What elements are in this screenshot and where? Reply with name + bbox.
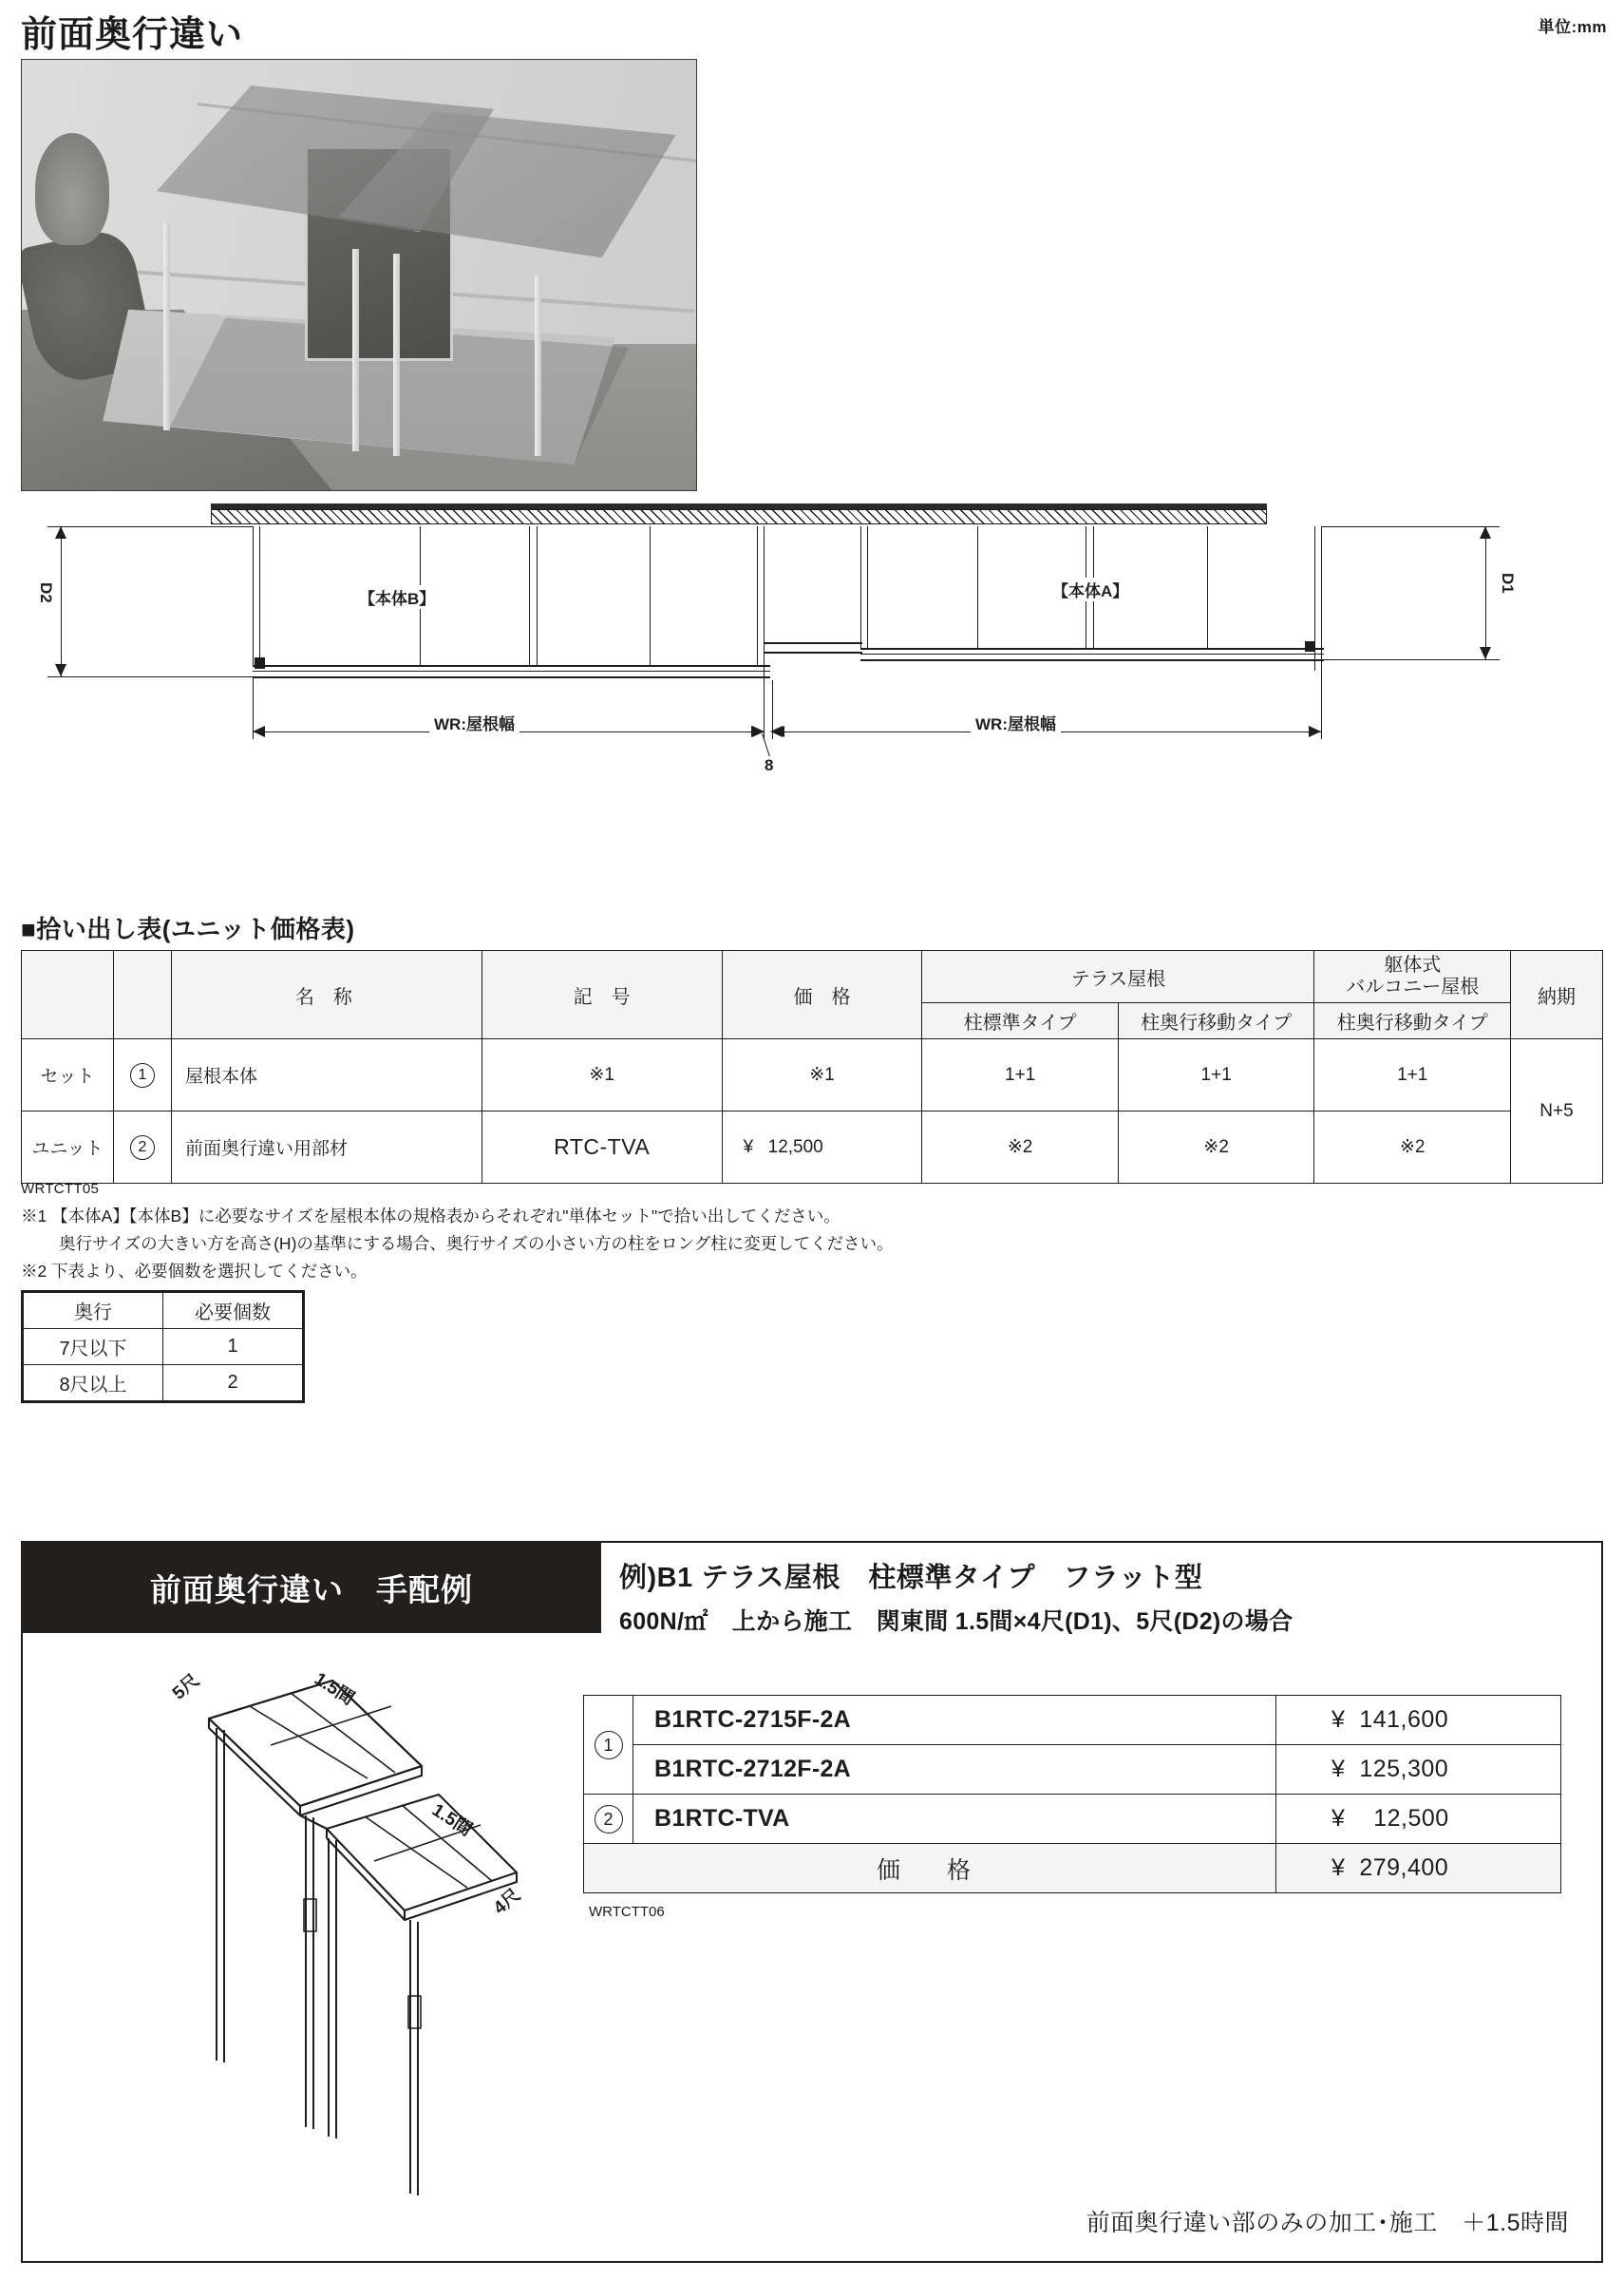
note-1-continued: 奥行サイズの大きい方を高さ(H)の基準にする場合、奥行サイズの小さい方の柱をロング柱に変更してください。 [59,1234,894,1253]
example-title-line2: 600N/㎡ 上から施工 関東間 1.5間×4尺(D1)、5尺(D2)の場合 [619,1608,1294,1635]
header-price: 価 格 [722,951,922,1039]
d2-ext-top [47,526,253,527]
body-a-left-edge-2 [867,526,868,648]
body-b-rafter-3 [537,526,538,665]
body-b-front-beam-bottom [253,676,770,678]
product-photo [21,59,697,491]
pickup-table-code: WRTCTT05 [21,1181,100,1197]
row2-price-value: 12,500 [767,1136,823,1157]
dimension-d2: D2 [36,578,55,608]
body-a-label: 【本体A】 [1048,578,1132,601]
row2-terrace-move: ※2 [1118,1112,1314,1184]
example-row-index-2 [584,1795,633,1844]
row1-name: 屋根本体 [172,1039,482,1112]
quantity-row2-depth: 8尺以上 [23,1365,163,1402]
example-footnote: 前面奥行違い部のみの加工･施工 ＋1.5時間 [1086,2210,1569,2236]
photo-post-3 [393,254,400,456]
row1-terrace-standard: 1+1 [922,1039,1119,1112]
table-row [22,1039,1603,1112]
connector-bottom [764,652,862,654]
example-row1-value: 141,600 [1359,1706,1449,1733]
row2-index-circle: 2 [130,1135,155,1160]
table-row [22,1112,1603,1184]
row1-terrace-move: 1+1 [1118,1039,1314,1112]
page-title: 前面奥行違い [21,15,244,55]
table-row [23,1365,304,1402]
row1-symbol: ※1 [482,1039,722,1112]
d1-arrow-top [1480,526,1491,539]
header-frame-balcony-line1: 躯体式 [1384,955,1442,976]
example-panel [21,1541,1603,2263]
pickup-table-heading: ■拾い出し表(ユニット価格表) [21,915,355,943]
header-terrace-roof: テラス屋根 [922,951,1314,1003]
row2-price [722,1112,922,1184]
row2-name: 前面奥行違い用部材 [172,1112,482,1184]
pickup-table [21,950,1603,1184]
header-sub-move-balcony: 柱奥行移動タイプ [1314,1003,1511,1039]
pickup-header-row-1 [22,951,1603,1003]
example-price-table [583,1695,1561,1893]
body-a-front-beam-bottom [860,659,1324,661]
d1-dim-line [1485,526,1486,659]
example-row3-price [1276,1795,1561,1844]
row2-symbol: RTC-TVA [482,1112,722,1184]
example-row1-currency: ¥ [1331,1706,1346,1733]
header-name: 名 称 [172,951,482,1039]
example-row1-code: B1RTC-2715F-2A [633,1696,1276,1745]
table-row [584,1745,1561,1795]
row1-index [113,1039,171,1112]
body-b-right-edge-2 [764,526,765,682]
iso-label-span-right: 1.5間 [427,1800,476,1841]
row2-index [113,1112,171,1184]
quantity-row2-count: 2 [163,1365,304,1402]
body-b-rafter-4 [650,526,651,665]
photo-post-1 [163,223,170,429]
body-a-right-post [1305,641,1315,652]
d1-ext-bottom [1321,659,1500,660]
header-lead-time: 納期 [1510,951,1602,1039]
example-row-index-2-circle: 2 [595,1805,623,1834]
photo-post-4 [535,276,541,456]
body-a-front-beam-top [860,648,1324,650]
lead-time-value: N+5 [1510,1039,1602,1184]
row2-balcony-move: ※2 [1314,1112,1511,1184]
dimension-wr-left: WR:屋根幅 [429,711,519,734]
example-table-code: WRTCTT06 [589,1904,665,1920]
header-frame-balcony-roof [1314,951,1511,1003]
quantity-header-depth: 奥行 [23,1292,163,1329]
unit-note: 単位:mm [1538,18,1607,36]
example-total-currency: ¥ [1331,1854,1346,1881]
dimension-wr-right: WR:屋根幅 [971,711,1061,734]
example-row-index-1 [584,1696,633,1795]
body-b-left-post [255,657,265,669]
row1-price: ※1 [722,1039,922,1112]
gap-leader-line [762,733,770,757]
gap-arrow-right [770,726,783,737]
example-row2-currency: ¥ [1331,1756,1346,1782]
table-row [23,1329,304,1365]
note-2: ※2 下表より、必要個数を選択してください。 [21,1262,368,1281]
example-row3-currency: ¥ [1331,1805,1346,1832]
body-a-front-beam-inner [860,654,1324,655]
dimension-gap: 8 [760,756,778,775]
note-1: ※1 【本体A】【本体B】に必要なサイズを屋根本体の規格表からそれぞれ"単体セット"で拾い出してください。 [21,1206,840,1226]
photo-post-2 [352,249,359,451]
quantity-header-count: 必要個数 [163,1292,304,1329]
quantity-header-row [23,1292,304,1329]
d1-ext-top [1321,526,1500,527]
example-banner [22,1542,601,1633]
row1-balcony-move: 1+1 [1314,1039,1511,1112]
example-row3-code: B1RTC-TVA [633,1795,1276,1844]
body-b-left-edge-2 [259,526,260,665]
d2-arrow-bottom [55,664,66,676]
quantity-table [21,1290,305,1403]
body-b-front-beam-top [253,665,770,667]
connector-top [764,642,862,644]
header-sub-move-terrace: 柱奥行移動タイプ [1118,1003,1314,1039]
quantity-row1-count: 1 [163,1329,304,1365]
example-total-value: 279,400 [1359,1854,1449,1881]
example-row-index-1-circle: 1 [595,1731,623,1759]
header-frame-balcony-line2: バルコニー屋根 [1346,977,1480,998]
iso-label-span-left: 1.5間 [310,1669,358,1710]
example-total-price [1276,1844,1561,1893]
row1-index-circle: 1 [130,1063,155,1088]
body-b-left-edge [253,526,254,665]
row2-price-currency: ¥ [743,1136,754,1157]
body-a-rafter-1 [977,526,978,648]
example-row3-value: 12,500 [1373,1805,1449,1832]
example-total-label: 価 格 [584,1844,1276,1893]
example-title [619,1556,1293,1637]
body-a-left-edge [860,526,861,648]
d2-arrow-top [55,526,66,539]
body-b-front-beam-inner [253,671,770,672]
plan-drawing [21,504,1603,902]
header-symbol: 記 号 [482,951,722,1039]
wall-hatch-band [211,509,1267,524]
body-b-rafter-2 [529,526,530,665]
example-total-row [584,1844,1561,1893]
d2-ext-bottom [47,676,253,677]
example-title-line1: 例)B1 テラス屋根 柱標準タイプ フラット型 [619,1563,1203,1593]
wr-right-ext-end [1321,663,1322,739]
row2-category: ユニット [22,1112,114,1184]
example-row1-price [1276,1696,1561,1745]
photo-bush [35,133,109,245]
wr-left-arrow-start [253,726,265,737]
body-b-label: 【本体B】 [355,585,439,609]
header-index [113,951,171,1039]
body-a-rafter-4 [1207,526,1208,648]
body-b-right-edge [757,526,758,665]
example-row2-price [1276,1745,1561,1795]
dimension-d1: D1 [1498,568,1517,598]
example-row2-value: 125,300 [1359,1756,1449,1782]
wr-right-arrow-end [1309,726,1321,737]
d2-dim-line [61,526,62,676]
d1-arrow-bottom [1480,647,1491,659]
iso-label-depth-left: 5尺 [168,1670,204,1704]
header-sub-standard: 柱標準タイプ [922,1003,1119,1039]
example-banner-label: 前面奥行違い 手配例 [150,1571,473,1607]
row1-category: セット [22,1039,114,1112]
iso-label-depth-right: 4尺 [489,1885,525,1919]
quantity-row1-depth: 7尺以下 [23,1329,163,1365]
header-category [22,951,114,1039]
table-row [584,1795,1561,1844]
table-row [584,1696,1561,1745]
example-row2-code: B1RTC-2712F-2A [633,1745,1276,1795]
row2-terrace-standard: ※2 [922,1112,1119,1184]
